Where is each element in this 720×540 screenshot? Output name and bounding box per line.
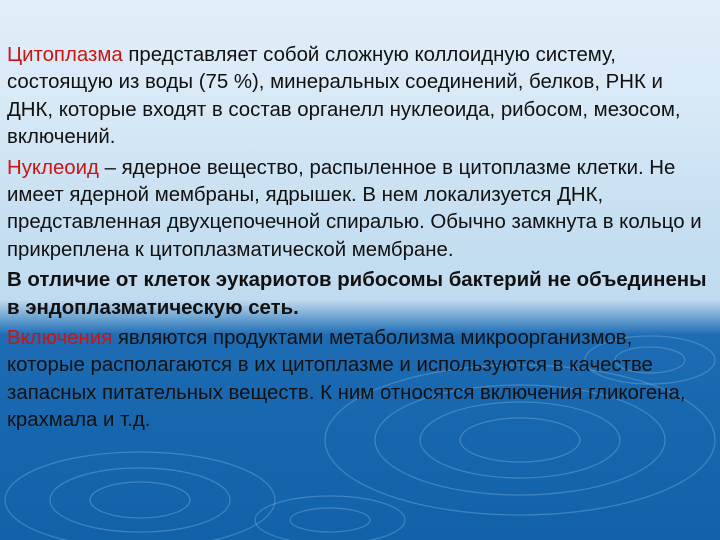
- paragraph-nucleoid: [7, 155, 713, 265]
- term-cytoplasm: Цитоплазма: [7, 44, 123, 66]
- definition-nucleoid: – ядерное вещество, распыленное в цитоплазме клетки. Не имеет ядерной мембраны, ядрышек. В нем локализуется ДНК, представленная двухцепочечной спиралью. Обычно замкнута в кольцо и прикреплена к цитоплазматической мембране.: [7, 156, 702, 261]
- definition-inclusions: являются продуктами метаболизма микроорганизмов, которые располагаются в их цитоплазме и используются в качестве запасных питательных веществ. К ним относятся включения гликогена, крахмала и т.д.: [7, 327, 686, 432]
- term-nucleoid: Нуклеоид: [7, 156, 99, 179]
- term-inclusions: Включения: [7, 327, 113, 350]
- paragraph-cytoplasm: [7, 42, 713, 152]
- definition-cytoplasm: представляет собой сложную коллоидную систему, состоящую из воды (75 %), минеральных соединений, белков, РНК и ДНК, которые входят в состав органелл нуклеоида, рибосом, мезосом, включений.: [7, 44, 681, 149]
- paragraph-inclusions: [7, 325, 713, 435]
- text-content: [7, 42, 713, 438]
- paragraph-ribosomes: В отличие от клеток эукариотов рибосомы бактерий не объединены в эндоплазматическую сеть.: [7, 269, 707, 319]
